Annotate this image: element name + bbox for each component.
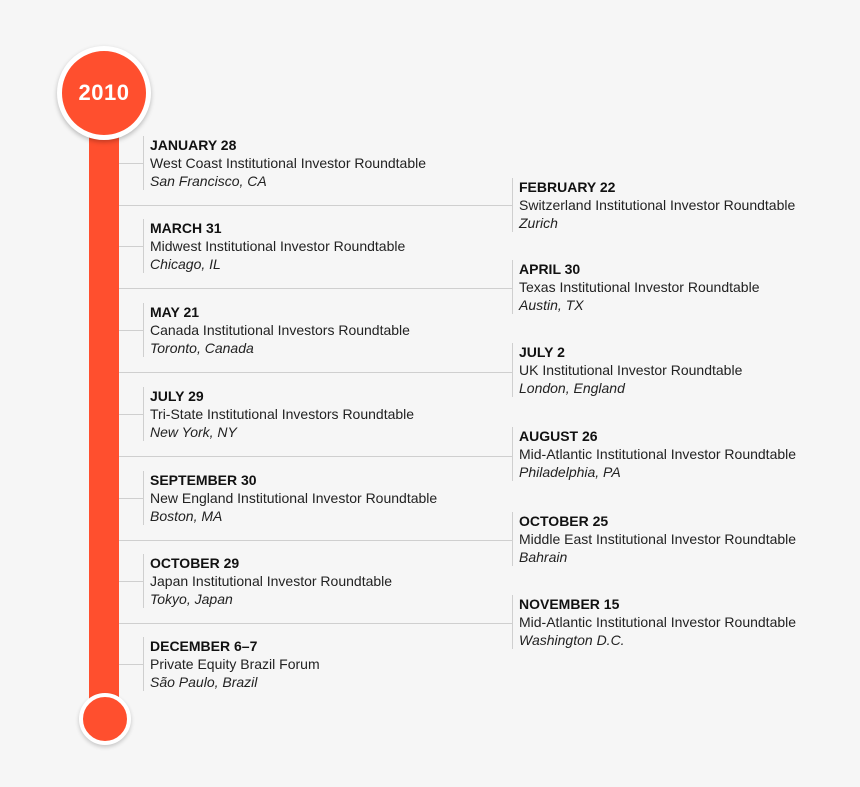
event-item — [143, 219, 405, 273]
event-title: Texas Institutional Investor Roundtable — [519, 279, 760, 295]
event-item — [512, 260, 759, 314]
event-date: DECEMBER 6–7 — [150, 638, 258, 654]
event-tick — [119, 163, 143, 164]
event-location: Tokyo, Japan — [150, 591, 233, 607]
connector-line — [119, 623, 512, 624]
connector-line — [119, 288, 512, 289]
event-title: Mid-Atlantic Institutional Investor Roundtable — [519, 614, 797, 630]
connector-line — [119, 540, 512, 541]
event-title: Tri-State Institutional Investors Roundtable — [150, 406, 415, 422]
event-location: Washington D.C. — [519, 632, 625, 648]
event-title: Japan Institutional Investor Roundtable — [150, 573, 393, 589]
event-date: APRIL 30 — [519, 261, 581, 277]
event-date: JANUARY 28 — [150, 137, 237, 153]
event-location: San Francisco, CA — [150, 173, 267, 189]
event-date: MAY 21 — [150, 304, 200, 320]
event-tick — [119, 581, 143, 582]
event-title: Midwest Institutional Investor Roundtable — [150, 238, 406, 254]
connector-line — [119, 456, 512, 457]
event-date: AUGUST 26 — [519, 428, 598, 444]
event-date: FEBRUARY 22 — [519, 179, 616, 195]
event-title: Middle East Institutional Investor Roundtable — [519, 531, 797, 547]
event-title: West Coast Institutional Investor Roundtable — [150, 155, 427, 171]
event-date: MARCH 31 — [150, 220, 222, 236]
event-title: Switzerland Institutional Investor Roundtable — [519, 197, 796, 213]
event-date: NOVEMBER 15 — [519, 596, 620, 612]
event-location: Boston, MA — [150, 508, 223, 524]
event-title: New England Institutional Investor Roundtable — [150, 490, 438, 506]
connector-line — [119, 372, 512, 373]
event-location: Bahrain — [519, 549, 568, 565]
year-label: 2010 — [78, 80, 130, 105]
event-date: SEPTEMBER 30 — [150, 472, 257, 488]
event-location: Zurich — [519, 215, 558, 231]
event-item — [512, 178, 795, 232]
event-location: Austin, TX — [519, 297, 584, 313]
event-title: Canada Institutional Investors Roundtable — [150, 322, 410, 338]
event-item — [143, 303, 410, 357]
event-location: Chicago, IL — [150, 256, 221, 272]
event-tick — [119, 498, 143, 499]
event-location: London, England — [519, 380, 625, 396]
event-location: Philadelphia, PA — [519, 464, 621, 480]
event-date: JULY 29 — [150, 388, 204, 404]
event-item — [512, 343, 742, 397]
event-location: São Paulo, Brazil — [150, 674, 258, 690]
timeline-bar — [89, 100, 119, 720]
event-tick — [119, 414, 143, 415]
event-item — [143, 637, 320, 691]
event-date: OCTOBER 25 — [519, 513, 609, 529]
event-location: Toronto, Canada — [150, 340, 254, 356]
year-badge — [57, 46, 151, 140]
event-item — [512, 427, 796, 481]
event-item — [512, 512, 796, 566]
event-title: Mid-Atlantic Institutional Investor Roundtable — [519, 446, 797, 462]
event-title: Private Equity Brazil Forum — [150, 656, 320, 672]
event-tick — [119, 664, 143, 665]
event-item — [143, 136, 426, 190]
event-tick — [119, 246, 143, 247]
timeline-end-dot — [79, 693, 131, 745]
connector-line — [119, 205, 512, 206]
event-title: UK Institutional Investor Roundtable — [519, 362, 743, 378]
event-location: New York, NY — [150, 424, 237, 440]
event-item — [143, 554, 392, 608]
event-item — [143, 387, 414, 441]
event-item — [143, 471, 437, 525]
event-date: JULY 2 — [519, 344, 565, 360]
event-date: OCTOBER 29 — [150, 555, 240, 571]
event-tick — [119, 330, 143, 331]
event-item — [512, 595, 796, 649]
